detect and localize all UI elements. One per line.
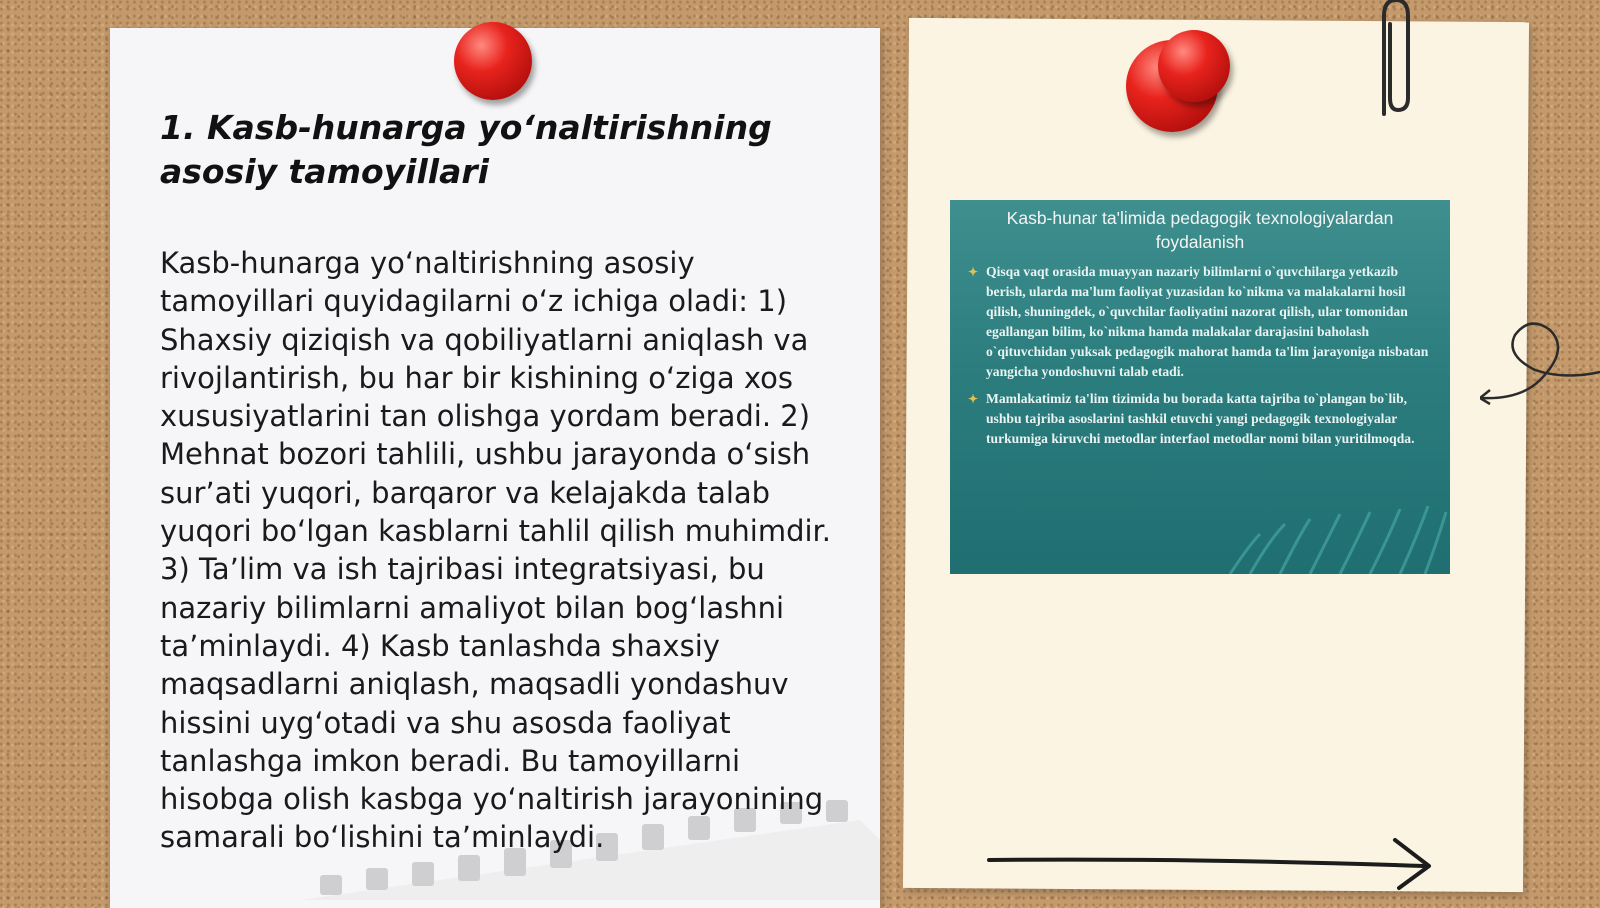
list-item	[968, 262, 1436, 382]
star-bullet-icon: ✦	[968, 265, 979, 279]
slide-title: Kasb-hunar ta'limida pedagogik texnologiyalardan foydalanish	[1006, 208, 1394, 252]
red-pushpin-icon	[1158, 30, 1230, 102]
star-bullet-icon: ✦	[968, 392, 979, 406]
red-pushpin-icon	[454, 22, 532, 100]
decorative-string	[1480, 310, 1600, 410]
arrow-right-icon	[985, 832, 1445, 892]
slide-bullet-list	[950, 262, 1450, 449]
list-item	[968, 389, 1436, 449]
slide-bullet-text: Qisqa vaqt orasida muayyan nazariy bilimlarni o`quvchilarga yetkazib berish, ularda ma'lum faoliyat yuzasidan ko`nikma va malakalarni hosil qilish, shuningdek, o`quvchilar faoliyatini nazorat qilish, ular tomonidan egallangan bilim, ko`nikma hamda malakalar darajasini baholash o`qituvchidan yuksak pedagogik mahorat hamda ta'lim jarayoniga nisbatan yangicha yondoshuvni talab etadi.	[986, 264, 1429, 379]
section-title: 1. Kasb-hunarga yoʻnaltirishning asosiy tamoyillari	[160, 108, 772, 191]
slide-decoration	[1190, 494, 1450, 574]
slide-bullet-text: Mamlakatimiz ta'lim tizimida bu borada katta tajriba to`plangan bo`lib, ushbu tajriba asoslarini tashkil etuvchi yangi pedagogik texnologiyalar turkumiga kiruvchi metodlar interfaol metodlar nomi bilan yuritilmoqda.	[986, 391, 1415, 446]
embedded-slide	[950, 200, 1450, 574]
principles-body-text: Kasb-hunarga yoʻnaltirishning asosiy tamoyillari quyidagilarni oʻz ichiga oladi: 1) Shaxsiy qiziqish va qobiliyatlarni aniqlash va rivojlantirish, bu har bir kishining oʻziga xos xususiyatlarini tan olishga yordam beradi. 2) Mehnat bozori tahlili, ushbu jarayonda oʻsish surʼati yuqori, barqaror va kelajakda talab yuqori boʻlgan kasblarni tahlil qilish muhimdir. 3) Taʼlim va ish tajribasi integratsiyasi, bu nazariy bilimlarni amaliyot bilan bogʻlashni taʼminlaydi. 4) Kasb tanlashda shaxsiy maqsadlarni aniqlash, maqsadli yondashuv hissini uygʻotadi va shu asosda faoliyat tanlashga imkon beradi. Bu tamoyillarni hisobga olish kasbga yoʻnaltirish jarayonining samarali boʻlishini taʼminlaydi.	[160, 246, 832, 855]
paperclip-icon	[1372, 0, 1416, 124]
